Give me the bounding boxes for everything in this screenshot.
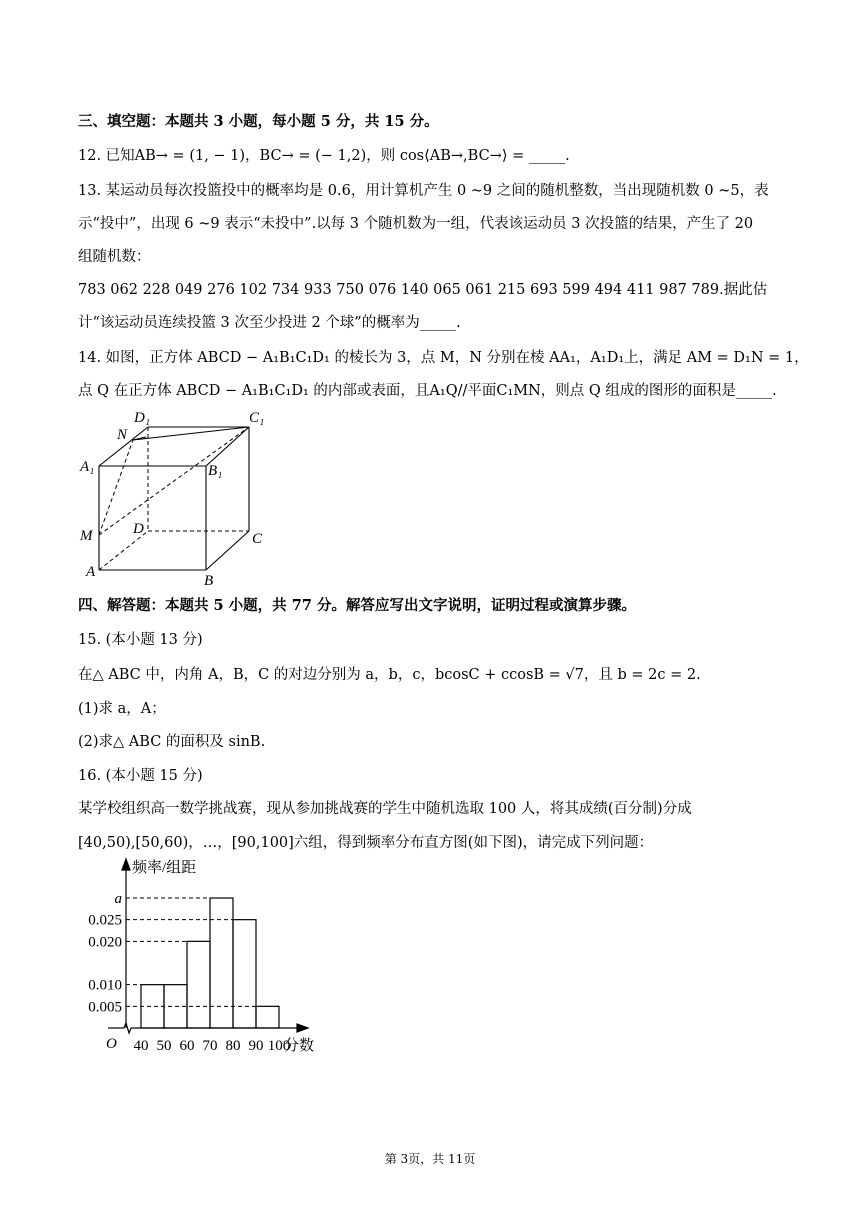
histogram-bar-5 xyxy=(256,1006,279,1028)
x-tick-label: 90 xyxy=(248,1038,264,1054)
label-N: N xyxy=(117,427,128,443)
label-M: M xyxy=(80,528,93,544)
label-C: C xyxy=(252,531,263,547)
question-15-title: 15. (本小题 13 分) xyxy=(78,632,203,648)
histogram-bar-3 xyxy=(210,898,233,1028)
question-13-line-1: 13. 某运动员每次投篮投中的概率均是 0.6，用计算机产生 0 ~9 之间的随机整数，当出现随机数 0 ~5，表 xyxy=(78,183,769,199)
x-tick-label: 70 xyxy=(202,1038,218,1054)
hidden-segment-MN xyxy=(99,440,133,535)
question-14-line-1: 14. 如图，正方体 ABCD − A₁B₁C₁D₁ 的棱长为 3，点 M，N 分别在棱 AA₁，A₁D₁上，满足 AM = D₁N = 1， xyxy=(78,350,809,366)
question-13-line-3: 组随机数： xyxy=(78,249,151,265)
y-tick-label: 0.010 xyxy=(88,977,122,994)
axis-break-icon xyxy=(124,1023,131,1033)
question-16-title: 16. (本小题 15 分) xyxy=(78,768,203,784)
x-tick-label: 80 xyxy=(225,1038,241,1054)
edge-C1B1 xyxy=(206,427,249,466)
question-13-line-5: 计“该运动员连续投篮 3 次至少投进 2 个球”的概率为_____. xyxy=(78,315,461,331)
question-13-line-4: 783 062 228 049 276 102 734 933 750 076 140 065 061 215 693 599 494 411 987 789.据此估 xyxy=(78,282,768,298)
x-tick-label: 100 xyxy=(267,1038,291,1054)
question-16-line-1: 某学校组织高一数学挑战赛，现从参加挑战赛的学生中随机选取 100 人，将其成绩(百分制)分成 xyxy=(78,801,692,817)
histogram-bar-4 xyxy=(233,920,256,1028)
question-15-stem: 在△ ABC 中，内角 A，B，C 的对边分别为 a，b，c，bcosC + ccosB = √7，且 b = 2c = 2. xyxy=(78,667,701,683)
question-14-line-2: 点 Q 在正方体 ABCD − A₁B₁C₁D₁ 的内部或表面，且A₁Q//平面C₁MN，则点 Q 组成的图形的面积是_____. xyxy=(78,383,777,399)
question-16-line-2: [40,50),[50,60)，…，[90,100]六组，得到频率分布直方图(如下图)，请完成下列问题： xyxy=(78,835,654,851)
question-13-line-2: 示“投中”，出现 6 ~9 表示“未投中”.以每 3 个随机数为一组，代表该运动员 3 次投篮的结果，产生了 20 xyxy=(78,216,754,232)
edge-CB xyxy=(206,531,249,570)
section-4-heading: 四、解答题：本题共 5 小题，共 77 分。解答应写出文字说明，证明过程或演算步骤。 xyxy=(78,597,636,614)
label-A1: A₁ xyxy=(80,459,95,475)
question-15-part-2: (2)求△ ABC 的面积及 sinB. xyxy=(78,734,266,750)
x-axis-arrow-icon xyxy=(297,1024,308,1032)
question-15-part-1: (1)求 a，A； xyxy=(78,701,166,717)
x-tick-label: 40 xyxy=(133,1038,149,1054)
y-tick-label: 0.025 xyxy=(88,912,122,929)
section-3-heading: 三、填空题：本题共 3 小题，每小题 5 分，共 15 分。 xyxy=(78,113,439,130)
label-D1: D₁ xyxy=(134,410,151,426)
label-A: A xyxy=(86,564,96,580)
label-B1: B₁ xyxy=(208,463,223,479)
histogram-bar-2 xyxy=(187,941,210,1028)
hidden-segment-MC1 xyxy=(99,427,249,535)
label-D: D xyxy=(133,521,144,537)
y-axis-label: 频率/组距 xyxy=(132,860,197,876)
y-axis-arrow-icon xyxy=(122,859,130,870)
label-B: B xyxy=(204,573,214,587)
origin-label: O xyxy=(106,1036,117,1052)
histogram-bar-0 xyxy=(141,985,164,1028)
question-12: 12. 已知AB→ = (1, − 1)，BC→ = (− 1,2)，则 cos⟨AB→,BC→⟩ = _____. xyxy=(78,148,570,164)
label-C1: C₁ xyxy=(249,410,265,426)
y-tick-label: a xyxy=(114,891,122,907)
segment-NC1 xyxy=(133,427,249,440)
page-footer: 第 3页，共 11页 xyxy=(384,1152,476,1166)
cube-figure xyxy=(76,405,276,587)
y-tick-label: 0.020 xyxy=(88,934,122,951)
x-axis-label: 分数 xyxy=(284,1038,315,1054)
frequency-histogram xyxy=(76,855,346,1060)
x-tick-label: 50 xyxy=(156,1038,172,1054)
x-tick-label: 60 xyxy=(179,1038,195,1054)
y-tick-label: 0.005 xyxy=(88,999,122,1016)
